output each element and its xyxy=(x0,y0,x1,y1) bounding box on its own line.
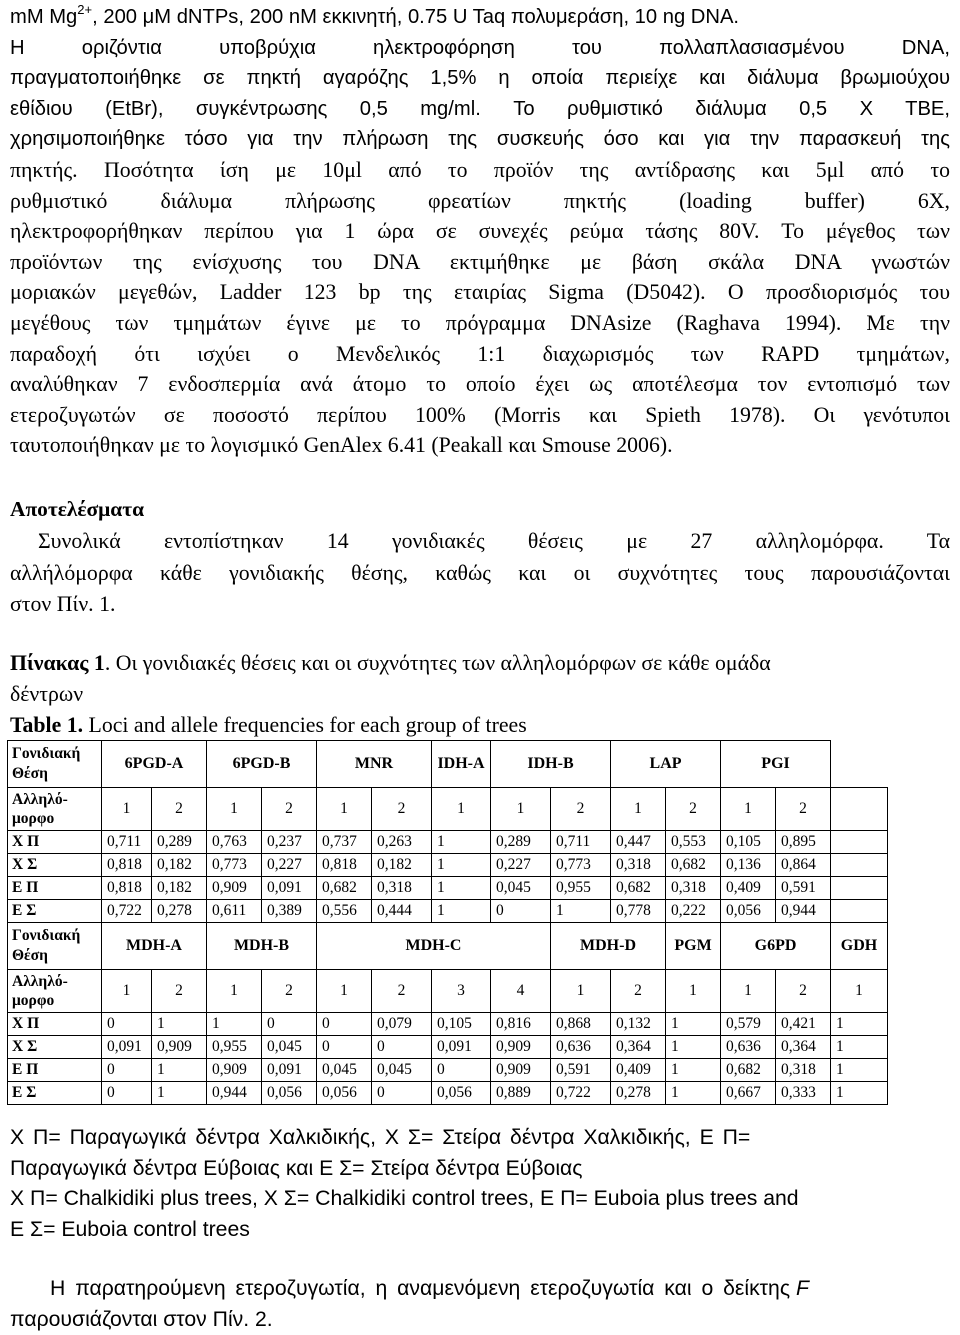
table-legend xyxy=(10,1123,950,1245)
frequency-cell: 0,182 xyxy=(152,854,207,877)
allele-number-cell: 1 xyxy=(491,788,551,831)
locus-name-cell: GDH xyxy=(831,923,888,970)
methods-line: χρησιμοποιήθηκε τόσο για την πλήρωση της συσκευής όσο και για την παρασκευή της xyxy=(10,128,950,151)
table-caption-greek-line2: δέντρων xyxy=(10,682,84,706)
empty-cell xyxy=(831,788,888,831)
methods-paragraph xyxy=(10,2,950,461)
frequency-cell: 0,636 xyxy=(721,1036,776,1059)
methods-line: ταυτοποιήθηκαν με το λογισμικό GenAlex 6.41 (Peakall και Smouse 2006). xyxy=(10,433,673,458)
frequency-cell: 0,227 xyxy=(491,854,551,877)
frequency-cell: 0,909 xyxy=(207,877,262,900)
frequency-cell: 0,364 xyxy=(776,1036,831,1059)
frequency-cell: 0,318 xyxy=(666,877,721,900)
frequency-cell: 0,553 xyxy=(666,831,721,854)
allele-number-cell: 1 xyxy=(551,970,611,1013)
frequency-cell: 1 xyxy=(831,1082,888,1105)
frequency-cell: 0,364 xyxy=(611,1036,666,1059)
methods-lines xyxy=(10,33,950,461)
frequency-cell: 0,864 xyxy=(776,854,831,877)
frequency-cell: 0,682 xyxy=(611,877,666,900)
frequency-cell: 0,818 xyxy=(102,854,152,877)
frequency-cell: 0,944 xyxy=(207,1082,262,1105)
locus-name-cell: MNR xyxy=(317,741,432,788)
frequency-cell: 0,091 xyxy=(432,1036,491,1059)
frequency-cell: 0,091 xyxy=(102,1036,152,1059)
group-label-cell: Χ Π xyxy=(8,831,102,854)
allele-number-cell: 1 xyxy=(432,788,491,831)
results-section xyxy=(10,494,950,621)
allele-number-cell: 1 xyxy=(102,970,152,1013)
table-caption-greek-line1: Πίνακας 1. Οι γονιδιακές θέσεις και οι συχνότητες των αλληλομόρφων σε κάθε ομάδα xyxy=(10,651,771,675)
methods-line: πραγματοποιήθηκε σε πηκτή αγαρόζης 1,5% η οποία περιείχε και διάλυμα βρωμιούχου xyxy=(10,67,950,90)
table-caption xyxy=(10,648,950,741)
closing-line-2: παρουσιάζονται στον Πίν. 2. xyxy=(10,1307,273,1331)
frequency-cell: 0,333 xyxy=(776,1082,831,1105)
empty-cell xyxy=(831,900,888,923)
frequency-cell: 0,889 xyxy=(491,1082,551,1105)
allele-number-cell: 1 xyxy=(207,788,262,831)
methods-line: ετεροζυγωτών σε ποσοστό περίπου 100% (Morris και Spieth 1978). Οι γενότυποι xyxy=(10,402,950,427)
frequency-cell: 1 xyxy=(666,1036,721,1059)
frequency-cell: 1 xyxy=(152,1013,207,1036)
locus-name-cell: PGI xyxy=(721,741,831,788)
frequency-cell: 0,722 xyxy=(102,900,152,923)
frequency-cell: 0,278 xyxy=(611,1082,666,1105)
locus-name-cell: IDH-B xyxy=(491,741,611,788)
frequency-cell: 0,318 xyxy=(372,877,432,900)
results-lines xyxy=(10,526,950,621)
frequency-cell: 0,955 xyxy=(551,877,611,900)
legend-greek-line1: Χ Π= Παραγωγικά δέντρα Χαλκιδικής, Χ Σ= Στείρα δέντρα Χαλκιδικής, Ε Π= xyxy=(10,1126,751,1149)
allele-number-cell: 1 xyxy=(721,788,776,831)
empty-cell xyxy=(831,831,888,854)
frequency-cell: 0 xyxy=(491,900,551,923)
frequency-cell: 0,763 xyxy=(207,831,262,854)
table-row xyxy=(8,1013,888,1036)
methods-line: προϊόντων της ενίσχυσης του DNA εκτιμήθηκε με βάση σκάλα DNA γνωστών xyxy=(10,249,950,274)
f-index: F xyxy=(795,1277,809,1300)
allele-number-cell: 1 xyxy=(831,970,888,1013)
allele-number-cell: 4 xyxy=(491,970,551,1013)
frequency-cell: 0,773 xyxy=(207,854,262,877)
frequency-cell: 0,682 xyxy=(721,1059,776,1082)
allele-number-cell: 2 xyxy=(551,788,611,831)
frequency-cell: 0,222 xyxy=(666,900,721,923)
frequency-cell: 0,136 xyxy=(721,854,776,877)
results-line: Συνολικά εντοπίστηκαν 14 γονιδιακές θέσεις με 27 αλληλομόρφα. Τα xyxy=(38,529,950,553)
table-row xyxy=(8,831,888,854)
frequency-cell: 0,447 xyxy=(611,831,666,854)
frequency-cell: 0,722 xyxy=(551,1082,611,1105)
locus-name-cell: IDH-A xyxy=(432,741,491,788)
frequency-cell: 1 xyxy=(831,1036,888,1059)
group-label-cell: Χ Σ xyxy=(8,1036,102,1059)
table-row xyxy=(8,854,888,877)
allele-number-cell: 3 xyxy=(432,970,491,1013)
frequency-cell: 0,056 xyxy=(432,1082,491,1105)
frequency-cell: 1 xyxy=(152,1059,207,1082)
frequency-cell: 0,091 xyxy=(262,1059,317,1082)
frequency-cell: 1 xyxy=(831,1059,888,1082)
allele-number-cell: 1 xyxy=(102,788,152,831)
frequency-cell: 0,579 xyxy=(721,1013,776,1036)
frequency-cell: 0 xyxy=(372,1082,432,1105)
table-row xyxy=(8,877,888,900)
frequency-cell: 0,711 xyxy=(551,831,611,854)
frequency-cell: 0 xyxy=(372,1036,432,1059)
allele-number-cell: 2 xyxy=(152,970,207,1013)
frequency-cell: 0,955 xyxy=(207,1036,262,1059)
allele-number-cell: 1 xyxy=(317,788,372,831)
locus-name-cell: LAP xyxy=(611,741,721,788)
allele-header-row xyxy=(8,788,888,831)
methods-line: παραδοχή ότι ισχύει ο Μενδελικός 1:1 διαχωρισμός των RAPD τμημάτων, xyxy=(10,341,950,366)
frequency-cell: 0,056 xyxy=(317,1082,372,1105)
frequency-cell: 0,079 xyxy=(372,1013,432,1036)
locus-label-cell: Γονιδιακή Θέση xyxy=(8,741,102,788)
frequency-cell: 0,611 xyxy=(207,900,262,923)
allele-number-cell: 2 xyxy=(776,788,831,831)
frequency-cell: 0,909 xyxy=(152,1036,207,1059)
frequency-cell: 0,591 xyxy=(776,877,831,900)
methods-line: ρυθμιστικό διάλυμα πλήρωσης φρεατίων πηκτής (loading buffer) 6X, xyxy=(10,188,950,213)
table-row xyxy=(8,1036,888,1059)
allele-number-cell: 2 xyxy=(372,788,432,831)
results-line: στον Πίν. 1. xyxy=(10,592,116,616)
frequency-cell: 0,868 xyxy=(551,1013,611,1036)
table-row xyxy=(8,900,888,923)
methods-line: εθίδιου (EtBr), συγκέντρωσης 0,5 mg/ml. Το ρυθμιστικό διάλυμα 0,5 X TBE, xyxy=(10,97,950,120)
frequency-cell: 1 xyxy=(666,1059,721,1082)
frequency-cell: 0,636 xyxy=(551,1036,611,1059)
frequency-cell: 0 xyxy=(102,1082,152,1105)
frequency-cell: 0,409 xyxy=(611,1059,666,1082)
frequency-cell: 1 xyxy=(432,854,491,877)
frequency-cell: 0,237 xyxy=(262,831,317,854)
frequency-cell: 0,105 xyxy=(432,1013,491,1036)
frequency-cell: 0,182 xyxy=(372,854,432,877)
frequency-cell: 0,227 xyxy=(262,854,317,877)
methods-line: μεγέθους των τμημάτων έγινε με το πρόγραμμα DNAsize (Raghava 1994). Με την xyxy=(10,310,950,335)
group-label-cell: Ε Π xyxy=(8,877,102,900)
frequency-cell: 0,289 xyxy=(152,831,207,854)
frequency-cell: 0,682 xyxy=(317,877,372,900)
frequency-cell: 0,682 xyxy=(666,854,721,877)
locus-name-cell: MDH-C xyxy=(317,923,551,970)
locus-name-cell: PGM xyxy=(666,923,721,970)
allele-number-cell: 1 xyxy=(721,970,776,1013)
frequency-cell: 1 xyxy=(666,1013,721,1036)
group-label-cell: Ε Π xyxy=(8,1059,102,1082)
frequency-cell: 1 xyxy=(432,877,491,900)
frequency-cell: 0,045 xyxy=(317,1059,372,1082)
methods-line: ηλεκτροφορήθηκαν περίπου για 1 ώρα σε συνεχές ρεύμα τάσης 80V. Το μέγεθος των xyxy=(10,219,950,244)
frequency-cell: 0,045 xyxy=(491,877,551,900)
frequency-cell: 1 xyxy=(666,1082,721,1105)
locus-name-cell: G6PD xyxy=(721,923,831,970)
frequency-cell: 0,711 xyxy=(102,831,152,854)
frequency-cell: 0,389 xyxy=(262,900,317,923)
frequency-cell: 0,909 xyxy=(207,1059,262,1082)
frequency-cell: 0,818 xyxy=(102,877,152,900)
frequency-cell: 1 xyxy=(432,900,491,923)
frequency-cell: 0,556 xyxy=(317,900,372,923)
frequency-cell: 0,421 xyxy=(776,1013,831,1036)
frequency-cell: 0,444 xyxy=(372,900,432,923)
locus-label-cell: Γονιδιακή Θέση xyxy=(8,923,102,970)
frequency-cell: 0,778 xyxy=(611,900,666,923)
frequency-cell: 0,318 xyxy=(776,1059,831,1082)
allele-label-cell: Αλληλό- μορφο xyxy=(8,788,102,831)
results-heading: Αποτελέσματα xyxy=(10,497,145,521)
locus-name-cell: MDH-D xyxy=(551,923,666,970)
methods-line: Η οριζόντια υποβρύχια ηλεκτροφόρηση του πολλαπλασιασμένου DNA, xyxy=(10,36,950,59)
frequency-cell: 0,909 xyxy=(491,1059,551,1082)
legend-english-line2: Ε Σ= Euboia control trees xyxy=(10,1217,250,1241)
group-label-cell: Χ Π xyxy=(8,1013,102,1036)
allele-number-cell: 2 xyxy=(152,788,207,831)
frequency-cell: 0,056 xyxy=(262,1082,317,1105)
frequency-cell: 0,045 xyxy=(262,1036,317,1059)
legend-english-line1: Χ Π= Chalkidiki plus trees, Χ Σ= Chalkidiki control trees, Ε Π= Euboia plus trees and xyxy=(10,1187,799,1210)
frequency-cell: 0,289 xyxy=(491,831,551,854)
frequency-cell: 0,045 xyxy=(372,1059,432,1082)
empty-cell xyxy=(831,877,888,900)
allele-number-cell: 2 xyxy=(776,970,831,1013)
frequency-cell: 0,909 xyxy=(491,1036,551,1059)
methods-line-1: mM $Mg^{2+}$, 200 μM dNTPs, 200 nM εκκινητή, 0.75 U Taq πολυμεράση, 10 ng DNA. xyxy=(10,2,740,28)
group-label-cell: Χ Σ xyxy=(8,854,102,877)
frequency-cell: 0,318 xyxy=(611,854,666,877)
allele-number-cell: 2 xyxy=(611,970,666,1013)
frequency-cell: 0,944 xyxy=(776,900,831,923)
frequency-cell: 0,091 xyxy=(262,877,317,900)
allele-number-cell: 1 xyxy=(207,970,262,1013)
table-caption-english: Table 1. Loci and allele frequencies for each group of trees xyxy=(10,713,527,737)
frequency-cell: 0,409 xyxy=(721,877,776,900)
frequency-cell: 0 xyxy=(102,1013,152,1036)
frequency-cell: 0 xyxy=(317,1013,372,1036)
closing-line-1: Η παρατηρούμενη ετεροζυγωτία, η αναμενόμενη ετεροζυγωτία και ο δείκτης F xyxy=(50,1277,809,1300)
allele-number-cell: 1 xyxy=(611,788,666,831)
frequency-cell: 0,895 xyxy=(776,831,831,854)
frequency-cell: 0,667 xyxy=(721,1082,776,1105)
loci-table xyxy=(7,740,888,1105)
frequency-cell: 1 xyxy=(831,1013,888,1036)
locus-name-cell: MDH-A xyxy=(102,923,207,970)
locus-header-row xyxy=(8,923,888,970)
frequency-cell: 1 xyxy=(432,831,491,854)
allele-number-cell: 2 xyxy=(666,788,721,831)
locus-name-cell: 6PGD-B xyxy=(207,741,317,788)
frequency-cell: 0 xyxy=(102,1059,152,1082)
frequency-cell: 0 xyxy=(317,1036,372,1059)
frequency-cell: 0,816 xyxy=(491,1013,551,1036)
frequency-cell: 1 xyxy=(551,900,611,923)
locus-header-row xyxy=(8,741,888,788)
frequency-cell: 0,737 xyxy=(317,831,372,854)
methods-line: αναλύθηκαν 7 ενδοσπερμία ανά άτομο το οποίο έχει ως αποτέλεσμα τον εντοπισμό των xyxy=(10,372,950,397)
frequency-cell: 0,132 xyxy=(611,1013,666,1036)
results-line: αλλήλόμορφα κάθε γονιδιακής θέσης, καθώς και οι συχνότητες τους παρουσιάζονται xyxy=(10,560,950,585)
methods-line: πηκτής. Ποσότητα ίση με 10μl από το προϊόν της αντίδρασης και 5μl από το xyxy=(10,157,950,182)
locus-name-cell: MDH-B xyxy=(207,923,317,970)
frequency-cell: 1 xyxy=(152,1082,207,1105)
locus-name-cell: 6PGD-A xyxy=(102,741,207,788)
allele-label-cell: Αλληλό- μορφο xyxy=(8,970,102,1013)
frequency-cell: 0,591 xyxy=(551,1059,611,1082)
table-row xyxy=(8,1082,888,1105)
frequency-cell: 0,818 xyxy=(317,854,372,877)
frequency-cell: 0,182 xyxy=(152,877,207,900)
group-label-cell: Ε Σ xyxy=(8,1082,102,1105)
methods-line: μοριακών μεγεθών, Ladder 123 bp της εταιρίας Sigma (D5042). Ο προσδιορισμός του xyxy=(10,280,950,305)
frequency-cell: 0,278 xyxy=(152,900,207,923)
allele-number-cell: 2 xyxy=(262,788,317,831)
frequency-cell: 0,056 xyxy=(721,900,776,923)
allele-number-cell: 2 xyxy=(372,970,432,1013)
allele-number-cell: 1 xyxy=(666,970,721,1013)
frequency-cell: 1 xyxy=(207,1013,262,1036)
group-label-cell: Ε Σ xyxy=(8,900,102,923)
empty-cell xyxy=(831,854,888,877)
frequency-cell: 0,105 xyxy=(721,831,776,854)
table-row xyxy=(8,1059,888,1082)
allele-number-cell: 1 xyxy=(317,970,372,1013)
closing-paragraph xyxy=(10,1274,950,1335)
frequency-cell: 0 xyxy=(432,1059,491,1082)
table-caption-greek-label: Πίνακας 1 xyxy=(10,651,105,675)
allele-number-cell: 2 xyxy=(262,970,317,1013)
allele-header-row xyxy=(8,970,888,1013)
table-caption-english-label: Table 1. xyxy=(10,713,84,737)
frequency-cell: 0 xyxy=(262,1013,317,1036)
frequency-cell: 0,773 xyxy=(551,854,611,877)
frequency-cell: 0,263 xyxy=(372,831,432,854)
legend-greek-line2: Παραγωγικά δέντρα Εύβοιας και Ε Σ= Στείρα δέντρα Εύβοιας xyxy=(10,1156,583,1180)
